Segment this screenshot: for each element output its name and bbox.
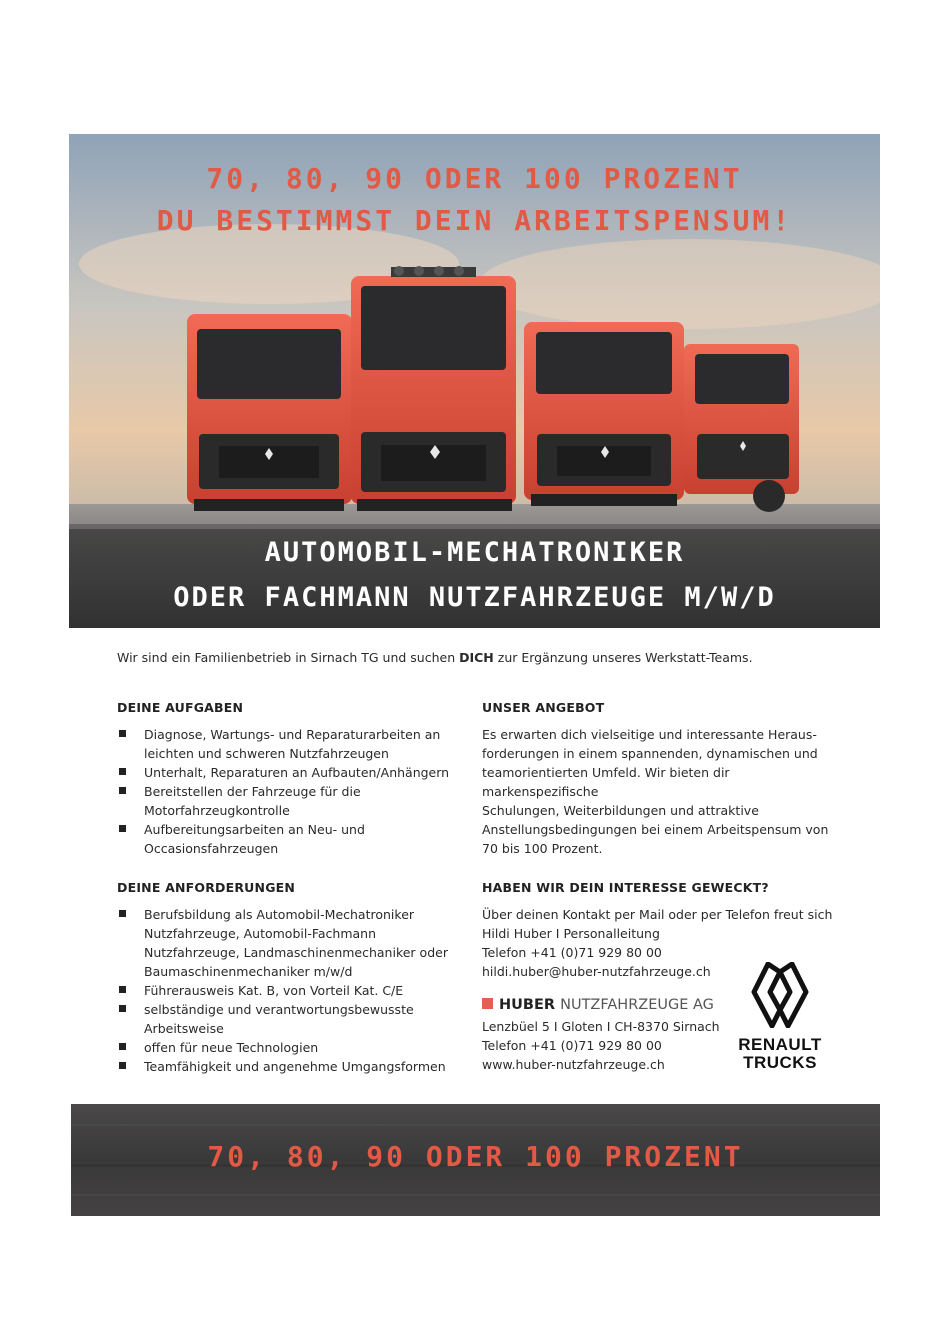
angebot-line: Es erwarten dich vielseitige und interessante Heraus- bbox=[482, 727, 817, 742]
interesse-line: Über deinen Kontakt per Mail oder per Telefon freut sich bbox=[482, 907, 833, 922]
logo-line-1: RENAULT bbox=[738, 1035, 822, 1054]
company-name-bold: HUBER bbox=[499, 997, 556, 1013]
hero-headline-line-1: 70, 80, 90 ODER 100 PROZENT bbox=[206, 162, 743, 195]
company-bullet-icon bbox=[482, 998, 493, 1009]
renault-trucks-logo bbox=[722, 962, 838, 1074]
intro-emphasis: DICH bbox=[459, 650, 494, 665]
intro-after: zur Ergänzung unseres Werkstatt-Teams. bbox=[493, 650, 753, 665]
list-item: Aufbereitungsarbeiten an Neu- und Occasionsfahrzeugen bbox=[117, 820, 457, 858]
angebot-line: teamorientierten Umfeld. Wir bieten dir markenspezifische bbox=[482, 765, 730, 799]
angebot-line: Anstellungsbedingungen bei einem Arbeitspensum von bbox=[482, 822, 829, 837]
intro-text bbox=[117, 650, 753, 665]
renault-diamond-icon bbox=[750, 962, 810, 1028]
contact-phone[interactable]: Telefon +41 (0)71 929 80 00 bbox=[482, 945, 662, 960]
company-address-block bbox=[482, 1017, 742, 1074]
contact-person: Hildi Huber I Personalleitung bbox=[482, 926, 660, 941]
interesse-heading: HABEN WIR DEIN INTERESSE GEWECKT? bbox=[482, 880, 769, 895]
company-website[interactable]: www.huber-nutzfahrzeuge.ch bbox=[482, 1057, 665, 1072]
company-phone[interactable]: Telefon +41 (0)71 929 80 00 bbox=[482, 1038, 662, 1053]
anforderungen-heading: DEINE ANFORDERUNGEN bbox=[117, 880, 296, 895]
truck-1 bbox=[187, 314, 352, 511]
list-item: Bereitstellen der Fahrzeuge für die Motorfahrzeugkontrolle bbox=[117, 782, 457, 820]
anforderungen-list bbox=[117, 905, 457, 1076]
company-block bbox=[482, 997, 742, 1074]
job-title-line-1: AUTOMOBIL-MECHATRONIKER bbox=[264, 537, 685, 568]
job-title-line-2: ODER FACHMANN NUTZFAHRZEUGE M/W/D bbox=[173, 582, 776, 613]
company-name-light: NUTZFAHRZEUGE AG bbox=[560, 997, 714, 1013]
list-item: Berufsbildung als Automobil-Mechatroniker Nutzfahrzeuge, Automobil-Fachmann Nutzfahrzeuge, Landmaschinenmechaniker oder Baumaschinenmechaniker m/w/d bbox=[117, 905, 457, 981]
hero-image bbox=[69, 134, 880, 628]
angebot-text bbox=[482, 725, 842, 858]
hero-headline-line-2: DU BESTIMMST DEIN ARBEITSPENSUM! bbox=[156, 204, 793, 237]
truck-2 bbox=[351, 266, 516, 511]
footer-headline: 70, 80, 90 ODER 100 PROZENT bbox=[207, 1140, 744, 1173]
list-item: selbständige und verantwortungsbewusste Arbeitsweise bbox=[117, 1000, 457, 1038]
list-item: offen für neue Technologien bbox=[117, 1038, 457, 1057]
list-item: Teamfähigkeit und angenehme Umgangsformen bbox=[117, 1057, 457, 1076]
company-name bbox=[482, 997, 742, 1013]
footer-band bbox=[71, 1104, 880, 1216]
truck-3 bbox=[524, 322, 684, 506]
angebot-line: forderungen in einem spannenden, dynamischen und bbox=[482, 746, 818, 761]
right-column bbox=[482, 700, 842, 981]
intro-before: Wir sind ein Familienbetrieb in Sirnach TG und suchen bbox=[117, 650, 460, 665]
list-item: Führerausweis Kat. B, von Vorteil Kat. C/E bbox=[117, 981, 457, 1000]
logo-line-2: TRUCKS bbox=[743, 1053, 817, 1072]
aufgaben-heading: DEINE AUFGABEN bbox=[117, 700, 244, 715]
list-item: Unterhalt, Reparaturen an Aufbauten/Anhängern bbox=[117, 763, 457, 782]
angebot-line: 70 bis 100 Prozent. bbox=[482, 841, 603, 856]
company-address: Lenzbüel 5 I Gloten I CH-8370 Sirnach bbox=[482, 1019, 720, 1034]
aufgaben-list bbox=[117, 725, 457, 858]
truck-4 bbox=[684, 344, 799, 512]
contact-email[interactable]: hildi.huber@huber-nutzfahrzeuge.ch bbox=[482, 964, 711, 979]
left-column bbox=[117, 700, 457, 1076]
angebot-line: Schulungen, Weiterbildungen und attraktive bbox=[482, 803, 759, 818]
list-item: Diagnose, Wartungs- und Reparaturarbeiten an leichten und schweren Nutzfahrzeugen bbox=[117, 725, 457, 763]
angebot-heading: UNSER ANGEBOT bbox=[482, 700, 605, 715]
